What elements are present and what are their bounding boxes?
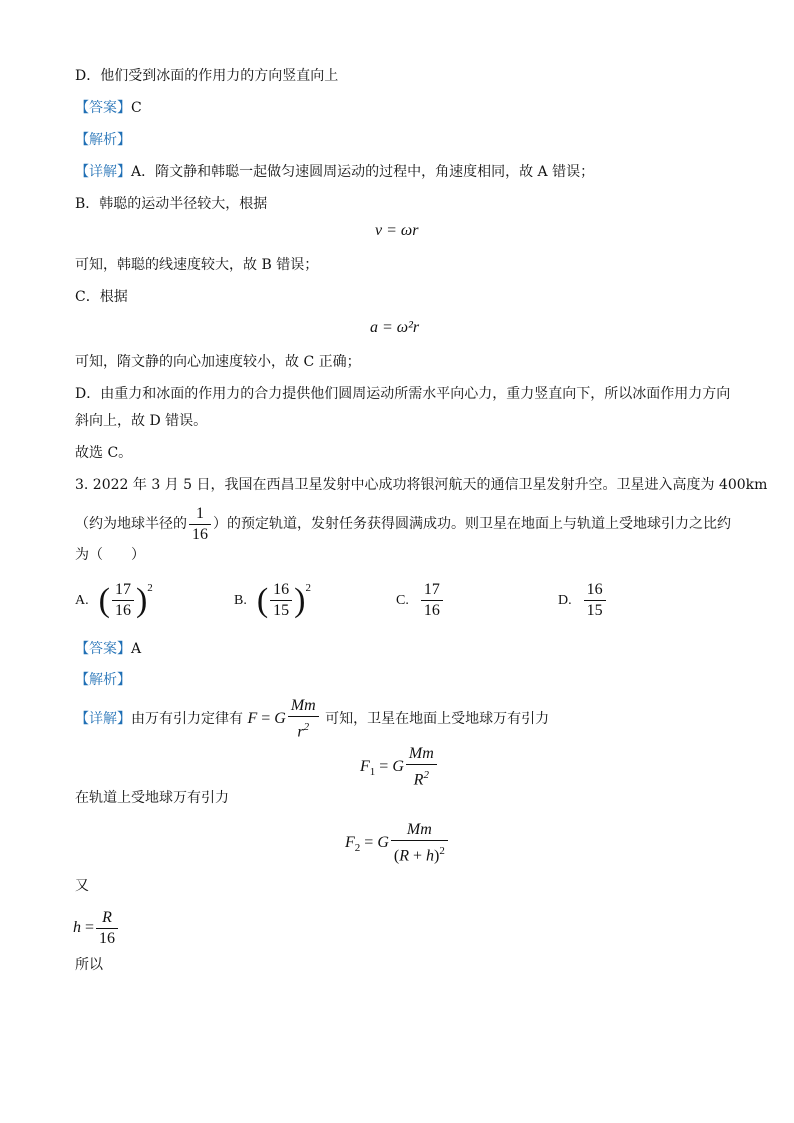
- q3-answer: 【答案】A: [75, 641, 142, 657]
- formula-a: a = ω²r: [370, 319, 420, 336]
- formula-f2: $F_2 = G$ $\frac{Mm}{(R + h)^2}$: [345, 820, 450, 870]
- q2-detail-c1: C．根据: [75, 289, 128, 305]
- formula-h: h = $\frac{R}{16}$: [73, 906, 120, 950]
- detail-tag: 【详解】: [75, 164, 131, 180]
- formula-f1: $F_1 = G$ $\frac{Mm}{R^2}$: [360, 744, 439, 794]
- q2-detail-b2: 可知，韩聪的线速度较大，故 B 错误；: [75, 257, 319, 273]
- q2-detail-a: 【详解】A．隋文静和韩聪一起做匀速圆周运动的过程中，角速度相同，故 A 错误；: [75, 164, 595, 180]
- q2-detail-d1: D．由重力和冰面的作用力的合力提供他们圆周运动所需水平向心力，重力竖直向下，所以冰面作用力方向: [75, 386, 731, 402]
- q2-option-d: D．他们受到冰面的作用力的方向竖直向上: [75, 68, 339, 84]
- gravitation-law-formula: F = G $\frac{Mm}{r^2}$: [247, 710, 320, 727]
- q3-therefore-text: 所以: [75, 957, 103, 973]
- option-c: C. $\frac{17}{16}$: [396, 580, 445, 621]
- stem-fraction: $\frac{1}{16}$: [189, 504, 211, 545]
- q3-detail: 【详解】由万有引力定律有 F = G $\frac{Mm}{r^2}$ 可知，卫星在地面上受地球万有引力: [75, 697, 550, 741]
- analysis-tag: 【解析】: [75, 132, 131, 148]
- q2-detail-c2: 可知，隋文静的向心加速度较小，故 C 正确；: [75, 354, 361, 370]
- option-a: A. ( $\frac{17}{16}$ ) 2: [75, 581, 153, 619]
- q2-conclusion: 故选 C。: [75, 445, 133, 461]
- q3-also-text: 又: [75, 878, 89, 894]
- answer-value: C: [131, 100, 142, 116]
- q3-analysis-tag: 【解析】: [75, 672, 131, 688]
- formula-v: v = ωr: [375, 222, 419, 239]
- q3-orbit-text: 在轨道上受地球万有引力: [75, 790, 229, 806]
- option-d: D. $\frac{16}{15}$: [558, 580, 608, 621]
- q2-detail-b1: B．韩聪的运动半径较大，根据: [75, 196, 268, 212]
- q2-detail-d2: 斜向上，故 D 错误。: [75, 413, 208, 429]
- option-b: B. ( $\frac{16}{15}$ ) 2: [234, 581, 311, 619]
- q3-stem-line2: （约为地球半径的 $\frac{1}{16}$ ）的预定轨道，发射任务获得圆满成功。则卫星在地面上与轨道上受地球引力之比约: [75, 504, 731, 543]
- q2-answer: [75, 99, 142, 117]
- answer-tag: 【答案】: [75, 100, 131, 116]
- q3-stem-line1: 3. 2022 年 3 月 5 日，我国在西昌卫星发射中心成功将银河航天的通信卫星发射升空。卫星进入高度为 400km: [75, 477, 768, 493]
- q3-stem-line3: 为（ ）: [75, 547, 145, 563]
